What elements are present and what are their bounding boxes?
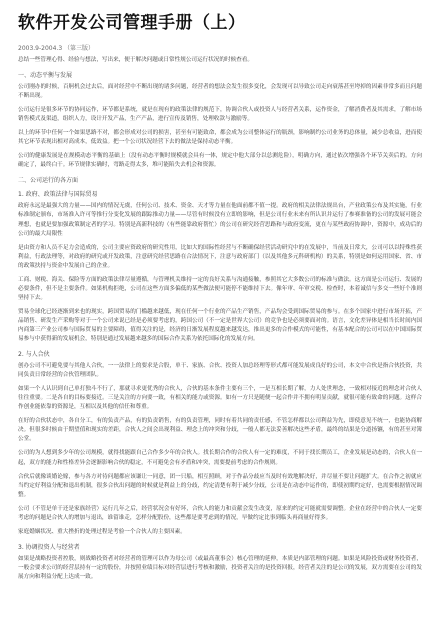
paragraph: 家庭婚姻状况、重大挫折的处理过程是考验一个合伙人的主要因素。 — [18, 528, 186, 535]
intro-paragraph: 总结一些管理心得、经验与想法，写出来，便于解决问题或日常性规公司运行状况的时候查看。 — [18, 57, 253, 63]
paragraph: 公司的健康发展是在规模动态平衡的基础上（没有动态平衡时规模就会具有一体，规定中他大部分以总测危险），明确方向，通过依次增强各个环节关卖后的。方向确定了，最终白干。环节规律实确时，弯路走得太多，堆可能陷失去机会和资源。 — [18, 153, 422, 169]
paragraph: 合伙后就像谈婚论嫁，参与各方对待问题都应该谦让一同意，团一只船，相互照顾，对于作品分歧应当及时有效地解决好，并尽量不要让问题扩大。在合作之初就应当约定好利益分配和退出机制，很多合伙出问题的时候就是利益上的分歧，约定清楚有利于减少分歧，公司是在动态中运作的，即使初期约定好，也需要根据情况调整。 — [18, 473, 422, 498]
paragraph: 公司刚办的时候，百舸机会过去后，面对经营中不断出现的诸多问题，经营者的想法会发生很多变化，会发现可以导致公司走向衰落甚至垮掉的因素非常多而且问题不断出现。 — [18, 84, 422, 100]
paragraph: 政府永远是最强大的力量——国内的情况无虞，任何公司、技术、资金、天才等力量在他面前都不值一提。政府的相关法律法规出台，产业政策公布及其实施，行业标准制定颁布，市场准入许可等推行分变化发展的跟踪推动力量——尽管有时候没有立即的影响，但是公司行业未来有所认识并运行了参赛准备的公司的发展可能会理想，也就是要加强政策制定者的学习。特别是高新科技的（有些能靠政府帮忙）的公司在研究经营思路和与政府变流，更在与某些政府协调中，资源中，成功后的公司的最大局限性 — [18, 203, 422, 237]
paragraph: 是由资方和人员不足力会造成的，公司主要应资政府的研究性用，比如大的国际性经营与不断确保经营活动研究中的在发展中，当前及日常大，公司可以以特殊性获利益，行政法理等，对政府的研究或开发政策，注意研究经营思路在合法情况下，注意与政府部门（以及其他多元科研机构）的关系，特别是如何运用国家、省、市的政策扶持与资金中发展自己的企业。 — [18, 244, 422, 269]
date-line: 2003.9-2004.3 （第三版） — [18, 45, 95, 52]
paragraph: 贸易全球化已经逐渐到来也的现实，跨国贸易的门槛越来越低，现在任何一个行业的产品生产销售，产品均会受到国际贸易的参与。在多个国家中进行市场开拓，产品销售、研发生产采购等对于一个公司来说已经是必须要考虑的，跨国公司（不一定是世界大公司）的竞争也是必须要面对的。语言，文化差异体是相当长时间内国内商第三产业公司参与国际贸易的主要障碍，值得关注的是，经济的日渐发展程度越来越发达，推出更多的合作模式的可能性，有基本配合的公司可以在中国国际贸易参与中获得新的发展机会，特别是通过发展越来越多的国际合作关系为依托国际化的发展方向。 — [18, 308, 422, 343]
section-heading: 一、动态平衡与发展 — [18, 72, 73, 80]
paragraph: 在好的合伙状态中，各自分工，有的负责产品，有的负责销售，有的负责管理，同时有着共同的责任感，不管怎样都以公司利益为先，即使意见不统一，也能协商解决。但很多时候由于期望值和现实的差距，合伙人之间会出现利益、理念上的冲突和分歧，一般人都无法妥善解决这些矛盾，最终的结果是分道扬镳，有的甚至对簿公堂。 — [18, 418, 422, 443]
section-heading: 二、公司运行的各方面 — [18, 177, 79, 185]
subsection-heading: 2. 与人合伙 — [18, 351, 50, 359]
paragraph: 工商、财税、海关、保险等方面的政策法律尽量遵循，与管理机关维持一定的良好关系与沟通接触，参照其它大多数公司的标准与做法。这方面是公司运行、发展的必要条件，但不是主要条件。如果机构拒绝，公司在这些方面多偏低的某些做法便可能停不能维持下去。像年审、年审交税、检查时，本着诚信与多交一些好个准则坚持下去。 — [18, 276, 422, 301]
document-title: 软件开发公司管理手册（上） — [18, 13, 246, 33]
subsection-heading: 1. 政府、政策法律与国际贸易 — [18, 191, 98, 199]
paragraph: 公司的为人想到多少年的公司规模，就得找能跟自己合作多少年的合伙人。找长期合作的合伙人有一定的难度，不同于找长期员工，企业发展是动态的，合伙人在一起，双方的能力和性格差异会逐渐影响合伙的稳定，不可避免会有矛盾和冲突，需要提前考虑的合作规则。 — [18, 450, 422, 466]
paragraph: 公司运行是很多环节的协同运作，环节都是系统，就是在现有的政策法律的规范下，协调合伙人或投资人与经营者关系，运作资金，了解消费者及其需求，了解市场销售模式及渠道，组织人力，设计开发产品，生产产品，进行宣传及销售，处理收款与激励等。 — [18, 107, 422, 123]
paragraph: 公司（不管是单干还是家族经营）运行几年之后，经营状况会有好坏，合伙人的能力和贡献会发生改变，原来的约定可能就需要调整。企业在经营中的合伙人一定要考虑的问题是合伙人的增加与退出，谁留谁走，怎样分配股份，这些都是要考虑到的情况，早做约定比事到临头再商量好得多。 — [18, 505, 422, 521]
paragraph: 创办公司不可避免要与其他人合伙，一一法律上的要求是合股，单干、家族、合伙、投资人加总经理等形式都可能发展成良好的公司，本文中合伙是指合伙投资，共同负责日常经营的合伙管理团队。 — [18, 363, 422, 379]
paragraph: 以上的环节中任何一个如果思路不对，都会形成对公司的损害，甚至有可能致命，都会成为公司整体运行的瓶颈，影响制约公司业务的总体量，减少总收益，进而使其它环节表现出相对高成本，低效益。把一个公司状况经营下去的做法是保持动态平衡。 — [18, 130, 422, 146]
paragraph: 如果是战略投资者控股，则战略投资者对经营者的管理可以作为母公司（或最高董事会）核心管理的延伸，本质是内部管理的问题。如果是风险投资或财务投资者，一般会要求公司的经营层持有一定的股份，并按照业绩目标对经营层进行考核和激励，投资者关注的是投资回报，经营者关注的是公司的发展，双方需要在公司的发展方向和利益分配上达成一致。 — [18, 555, 422, 580]
paragraph: 如果一个人认识到自己单打独斗不行了，那就寻求更优秀的合伙人，合伙的基本条件主要有三个，一是互相长期了解，力人处世理念，一致相对接近的理念对合伙人往往重要。二是各自的目标要接近。三是关注的方向要一致，有相关的能力或资源。如有一方只是随便一起合作并不拥有明显贡献，就很可能有致命的问题。这样合作创业能依靠的资源是，互相以及其他的信任和尊重。 — [18, 386, 422, 411]
subsection-heading: 3. 协调投资人与经营者 — [18, 543, 80, 551]
